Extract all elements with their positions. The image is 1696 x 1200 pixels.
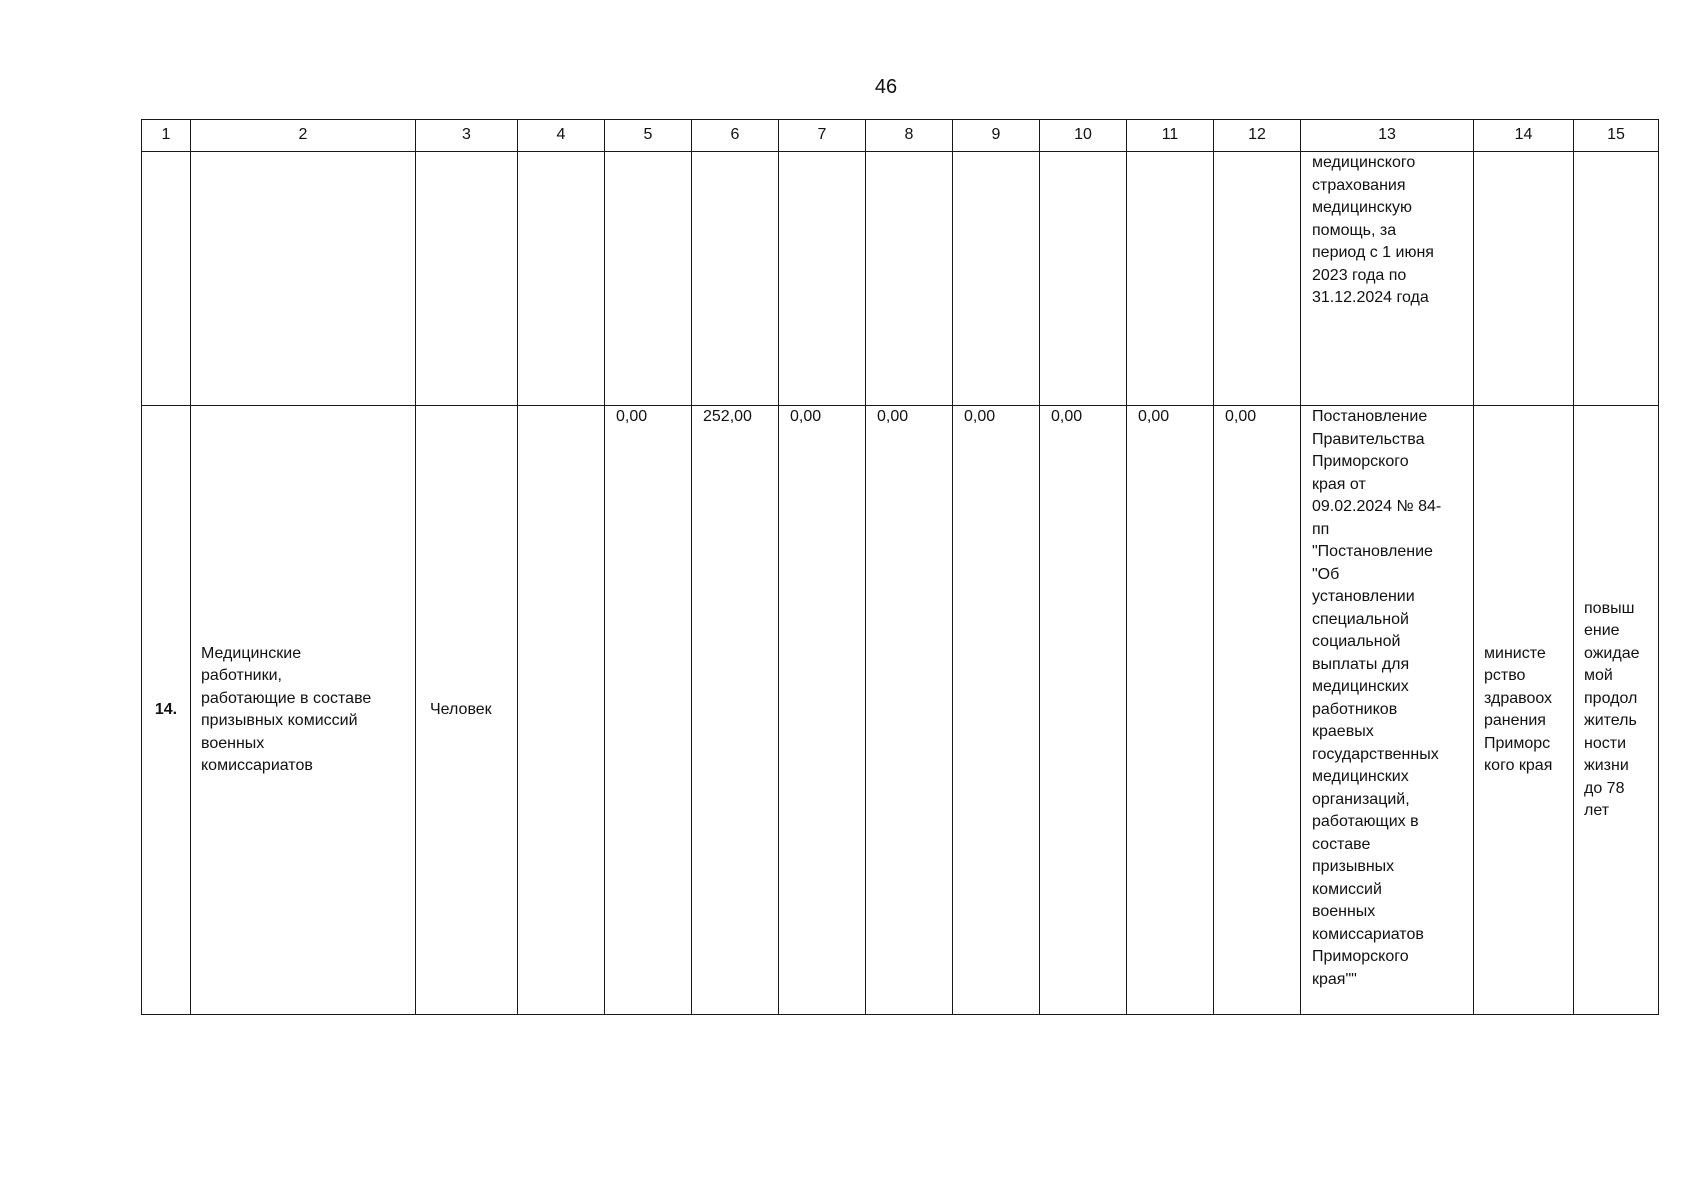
- header-cell: 13: [1301, 120, 1474, 152]
- page-number: 46: [874, 76, 898, 98]
- indicator-name-cell: [191, 406, 416, 1015]
- value-cell-11: [1127, 406, 1214, 1015]
- value-10: 0,00: [1051, 408, 1083, 425]
- table-cell: [953, 152, 1040, 406]
- data-table: [141, 119, 1659, 1015]
- value-cell-9: [953, 406, 1040, 1015]
- value-cell-6: [692, 406, 779, 1015]
- value-cell-12: [1214, 406, 1301, 1015]
- row-number-cell: [142, 406, 191, 1015]
- table-cell: [416, 152, 518, 406]
- value-11: 0,00: [1138, 408, 1170, 425]
- value-5: 0,00: [616, 408, 648, 425]
- header-cell: 2: [191, 120, 416, 152]
- header-cell: 4: [518, 120, 605, 152]
- unit-cell: [416, 406, 518, 1015]
- header-cell: 7: [779, 120, 866, 152]
- table-cell: [191, 152, 416, 406]
- value-6: 252,00: [703, 408, 752, 425]
- table-cell: [779, 152, 866, 406]
- value-9: 0,00: [964, 408, 996, 425]
- header-cell: 6: [692, 120, 779, 152]
- value-8: 0,00: [877, 408, 909, 425]
- value-7: 0,00: [790, 408, 822, 425]
- header-cell: 5: [605, 120, 692, 152]
- header-cell: 12: [1214, 120, 1301, 152]
- continued-row: [142, 152, 1659, 406]
- table-cell: [1127, 152, 1214, 406]
- value-12: 0,00: [1225, 408, 1257, 425]
- table-row: [142, 406, 1659, 1015]
- value-cell-10: [1040, 406, 1127, 1015]
- row-number: 14.: [154, 700, 178, 718]
- header-cell: 14: [1474, 120, 1574, 152]
- header-cell: 10: [1040, 120, 1127, 152]
- responsible-text: министе рство здравоох ранения Приморс кого края: [1484, 644, 1553, 774]
- goal-text: повыш ение ожидае мой продол житель ности жизни до 78 лет: [1584, 599, 1640, 819]
- header-cell: 3: [416, 120, 518, 152]
- header-cell: 15: [1574, 120, 1659, 152]
- value-cell-5: [605, 406, 692, 1015]
- header-cell: 1: [142, 120, 191, 152]
- table-cell: [1574, 152, 1659, 406]
- col4-cell: [518, 406, 605, 1015]
- legal-basis-continued-text: медицинского страхования медицинскую помощь, за период с 1 июня 2023 года по 31.12.2024 года: [1312, 154, 1434, 306]
- legal-basis-text: Постановление Правительства Приморского края от 09.02.2024 № 84- пп "Постановление "Об установлении специальной социальной выплаты для медицинских работников краевых государственных медицинских организаций, работающих в составе призывных комиссий военных комиссариатов Приморского края"": [1312, 408, 1442, 988]
- table-cell: [605, 152, 692, 406]
- value-cell-8: [866, 406, 953, 1015]
- indicator-name: Медицинские работники, работающие в составе призывных комиссий военных комиссариатов: [201, 644, 372, 774]
- legal-basis-cell: [1301, 406, 1474, 1015]
- responsible-cell: [1474, 406, 1574, 1015]
- legal-basis-continued-cell: [1301, 152, 1474, 406]
- table-cell: [1474, 152, 1574, 406]
- table-cell: [692, 152, 779, 406]
- unit-value: Человек: [430, 700, 492, 718]
- table-cell: [142, 152, 191, 406]
- value-cell-7: [779, 406, 866, 1015]
- header-cell: 11: [1127, 120, 1214, 152]
- table-cell: [1040, 152, 1127, 406]
- table-cell: [866, 152, 953, 406]
- header-cell: 9: [953, 120, 1040, 152]
- header-cell: 8: [866, 120, 953, 152]
- goal-cell: [1574, 406, 1659, 1015]
- table-cell: [1214, 152, 1301, 406]
- header-row: [142, 120, 1659, 152]
- table-cell: [518, 152, 605, 406]
